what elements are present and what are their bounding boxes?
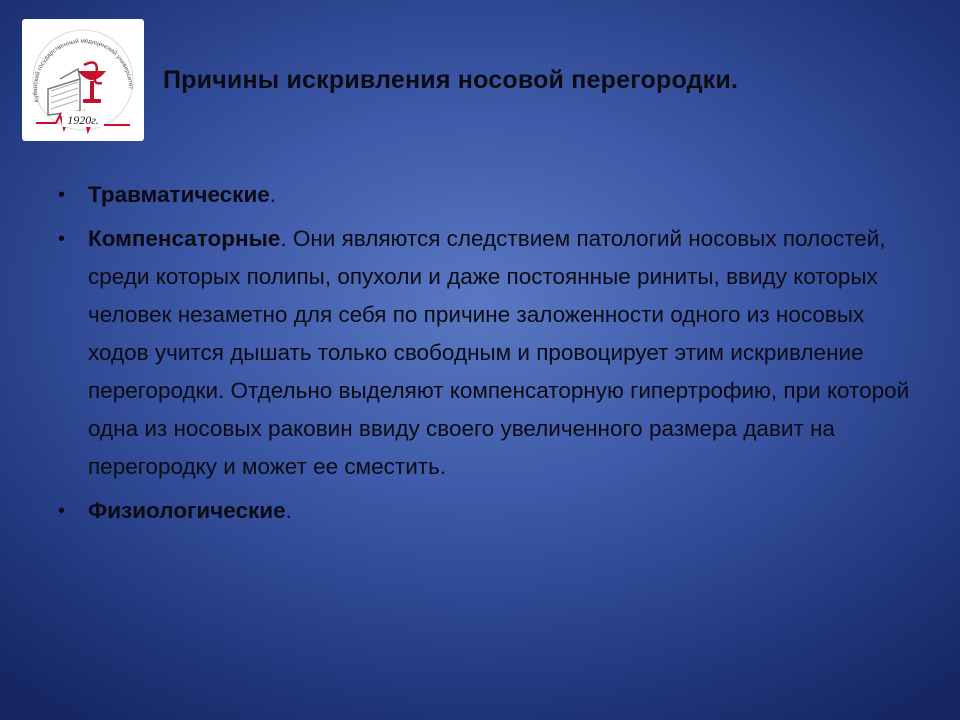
bullet-term: Компенсаторные: [88, 226, 281, 251]
bullet-icon: •: [58, 228, 66, 250]
bullet-term: Физиологические: [88, 498, 286, 523]
university-logo: [22, 19, 144, 141]
bullet-icon: •: [58, 184, 66, 206]
bullet-list: [58, 176, 918, 536]
bullet-text: .: [285, 498, 292, 523]
bullet-item: [58, 176, 918, 214]
bullet-item: [58, 492, 918, 530]
logo-year: 1920г.: [67, 113, 99, 127]
slide-title: Причины искривления носовой перегородки.: [163, 66, 739, 94]
bullet-text: . Они являются следствием патологий носовых полостей, среди которых полипы, опухоли и даже постоянные риниты, ввиду которых человек незаметно для себя по причине заложенности одного из носовых ходов учится дышать только свободным и провоцирует этим искривление перегородки. Отдельно выделяют компенсаторную гипертрофию, при которой одна из носовых раковин ввиду своего увеличенного размера давит на перегородку и может ее сместить.: [88, 226, 910, 479]
bullet-text: .: [269, 182, 277, 207]
bullet-term: Травматические: [88, 182, 270, 207]
bullet-item: [58, 220, 918, 486]
logo-ring-text: Кубанский государственный медицинский университет: [31, 37, 135, 103]
logo-emblem-icon: [22, 19, 144, 141]
bullet-icon: •: [58, 500, 66, 522]
